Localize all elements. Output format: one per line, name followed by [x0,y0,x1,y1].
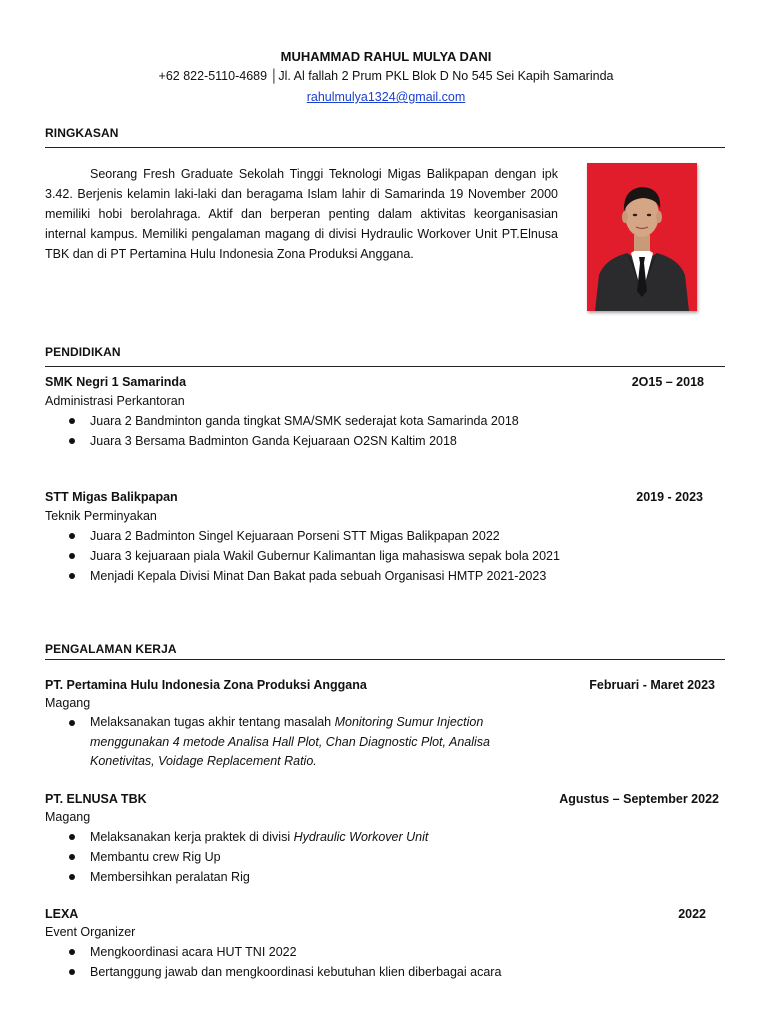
person-icon [587,163,697,311]
company-name: PT. Pertamina Hulu Indonesia Zona Produksi Anggana [45,678,367,692]
duty-text: Melaksanakan kerja praktek di divisi [90,830,294,844]
list-item: Menjadi Kepala Divisi Minat Dan Bakat pada sebuah Organisasi HMTP 2021-2023 [45,566,605,586]
list-item: Membantu crew Rig Up [45,847,545,867]
list-item [45,713,545,772]
school-major: Teknik Perminyakan [45,509,157,523]
list-item: Juara 3 Bersama Badminton Ganda Kejuaraan O2SN Kaltim 2018 [45,431,545,451]
experience-divider [45,659,725,660]
job-period: Februari - Maret 2023 [589,678,715,692]
education-divider [45,366,725,367]
school-name: STT Migas Balikpapan [45,490,178,504]
list-item [45,827,545,847]
summary-text: Seorang Fresh Graduate Sekolah Tinggi Teknologi Migas Balikpapan dengan ipk 3.42. Berjenis kelamin laki-laki dan beragama Islam lahir di Samarinda 19 November 2000 memiliki hobi berolahraga. Aktif dan berperan penting dalam aktivitas keorganisasian internal kampus. Memiliki pengalaman magang di divisi Hydraulic Workover Unit PT.Elnusa TBK dan di PT Pertamina Hulu Indonesia Zona Produksi Anggana. [45,167,558,261]
school-name: SMK Negri 1 Samarinda [45,375,187,389]
education-heading: PENDIDIKAN [45,345,121,359]
job-period: Agustus – September 2022 [559,792,719,806]
contact-line: +62 822-5110-4689 │Jl. Al fallah 2 Prum PKL Blok D No 545 Sei Kapih Samarinda [158,69,614,83]
job-duties [45,827,545,887]
school-major: Administrasi Perkantoran [45,394,185,408]
list-item: Juara 2 Bandminton ganda tingkat SMA/SMK sederajat kota Samarinda 2018 [45,411,545,431]
summary-divider [45,147,725,148]
list-item: Mengkoordinasi acara HUT TNI 2022 [45,942,605,962]
job-role: Magang [45,696,91,710]
candidate-name: MUHAMMAD RAHUL MULYA DANI [280,49,492,64]
duty-text-italic: Hydraulic Workover Unit [293,830,429,844]
duty-text-italic: Monitoring Sumur Injection menggunakan 4 metode Analisa Hall Plot, Chan Diagnostic Plot, Analisa Konetivitas, Voidage Replacement Ratio. [90,715,490,768]
list-item: Juara 3 kejuaraan piala Wakil Gubernur Kalimantan liga mahasiswa sepak bola 2021 [45,546,605,566]
list-item: Bertanggung jawab dan mengkoordinasi kebutuhan klien diberbagai acara [45,962,605,982]
school-years: 2019 - 2023 [636,490,703,504]
education-achievements [45,526,605,586]
summary-heading: RINGKASAN [45,126,119,140]
duty-text: Melaksanakan tugas akhir tentang masalah [90,715,335,729]
job-period: 2022 [678,907,706,921]
company-name: PT. ELNUSA TBK [45,792,147,806]
school-years: 2O15 – 2018 [631,375,704,389]
job-role: Magang [45,810,91,824]
job-role: Event Organizer [45,925,136,939]
email-link[interactable]: rahulmulya1324@gmail.com [306,90,466,104]
job-duties [45,713,545,772]
list-item: Membersihkan peralatan Rig [45,867,545,887]
list-item: Juara 2 Badminton Singel Kejuaraan Porseni STT Migas Balikpapan 2022 [45,526,605,546]
job-duties [45,942,605,982]
education-achievements [45,411,545,451]
company-name: LEXA [45,907,79,921]
profile-photo [587,163,697,311]
experience-heading: PENGALAMAN KERJA [45,642,177,656]
